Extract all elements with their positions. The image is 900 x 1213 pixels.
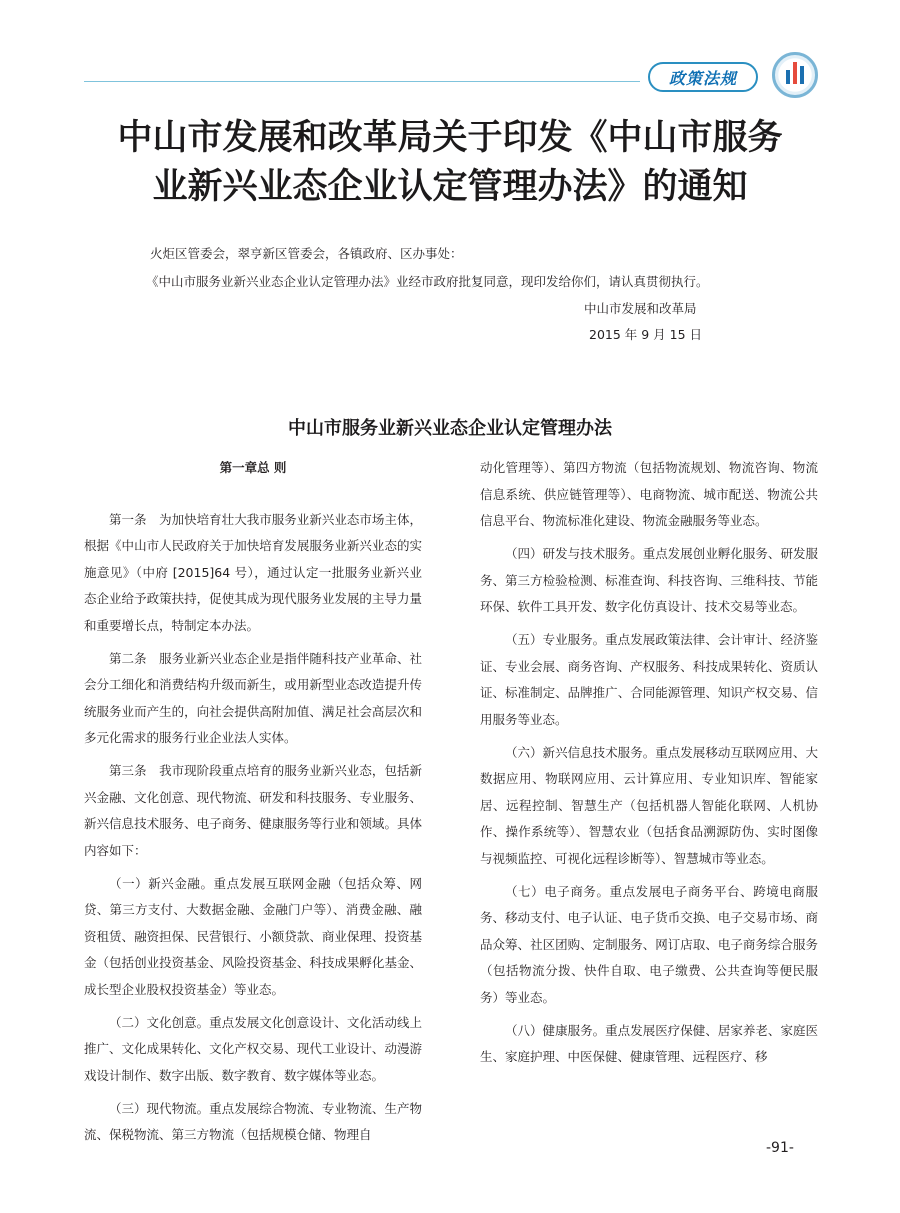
page-number: -91- xyxy=(766,1140,794,1156)
item-health: （八）健康服务。重点发展医疗保健、居家养老、家庭医生、家庭护理、中医保健、健康管理、远程医疗、移 xyxy=(480,1022,818,1064)
main-title xyxy=(60,114,840,212)
section-tab xyxy=(648,62,758,92)
item-professional: （五）专业服务。重点发展政策法律、会计审计、经济鉴证、专业会展、商务咨询、产权服务、科技成果转化、资质认证、标准制定、品牌推广、合同能源管理、知识产权交易、信用服务等业态。 xyxy=(480,632,818,727)
notice-body: 《中山市服务业新兴业态企业认定管理办法》业经市政府批复同意，现印发给你们，请认真贯彻执行。 xyxy=(146,274,709,289)
chapter-heading: 第一章总 则 xyxy=(219,460,287,475)
item-culture: （二）文化创意。重点发展文化创意设计、文化活动线上推广、文化成果转化、文化产权交易、现代工业设计、动漫游戏设计制作、数字出版、数字教育、数字媒体等业态。 xyxy=(84,1014,422,1083)
item-rnd: （四）研发与技术服务。重点发展创业孵化服务、研发服务、第三方检验检测、标准查询、科技咨询、三维科技、节能环保、软件工具开发、数字化仿真设计、技术交易等业态。 xyxy=(480,546,818,614)
item-ecommerce: （七）电子商务。重点发展电子商务平台、跨境电商服务、移动支付、电子认证、电子货币交换、电子交易市场、商品众筹、社区团购、定制服务、网订店取、电子商务综合服务（包括物流分拨、快件自取、电子缴费、公共查询等便民服务）等业态。 xyxy=(480,883,818,1005)
right-column xyxy=(480,455,818,1077)
article-3: 第三条 我市现阶段重点培育的服务业新兴业态，包括新兴金融、文化创意、现代物流、研发和科技服务、专业服务、新兴信息技术服务、电子商务、健康服务等行业和领域。具体内容如下： xyxy=(84,763,422,858)
notice-addressee: 火炬区管委会，翠亨新区管委会，各镇政府、区办事处： xyxy=(150,246,463,261)
notice-date: 2015 年 9 月 15 日 xyxy=(589,327,703,342)
left-column xyxy=(84,455,422,1155)
item-it: （六）新兴信息技术服务。重点发展移动互联网应用、大数据应用、物联网应用、云计算应用、专业知识库、智能家居、远程控制、智慧生产（包括机器人智能化联网、人机协作、操作系统等）、智慧农业（包括食品溯源防伪、实时图像与视频监控、可视化远程诊断等）、智慧城市等业态。 xyxy=(480,744,818,866)
title-line-2: 业新兴业态企业认定管理办法》的通知 xyxy=(152,167,748,207)
section-label: 政策法规 xyxy=(668,68,737,88)
article-1: 第一条 为加快培育壮大我市服务业新兴业态市场主体，根据《中山市人民政府关于加快培育发展服务业新兴业态的实施意见》（中府 [2015]64 号），通过认定一批服务业新兴业态企业给予政策扶持，促使其成为现代服务业发展的主导力量和重要增长点，特制定本办法。 xyxy=(84,511,422,633)
header-rule xyxy=(84,81,640,82)
title-line-1: 中山市发展和改革局关于印发《中山市服务 xyxy=(117,118,783,158)
journal-emblem-icon xyxy=(772,52,818,98)
item-finance: （一）新兴金融。重点发展互联网金融（包括众筹、网贷、第三方支付、大数据金融、金融门户等）、消费金融、融资租赁、融资担保、民营银行、小额贷款、商业保理、投资基金（包括创业投资基金、风险投资基金、科技成果孵化基金、成长型企业股权投资基金）等业态。 xyxy=(84,875,422,997)
item-logistics-cont: 动化管理等）、第四方物流（包括物流规划、物流咨询、物流信息系统、供应链管理等）、电商物流、城市配送、物流公共信息平台、物流标准化建设、物流金融服务等业态。 xyxy=(480,460,818,528)
article-2: 第二条 服务业新兴业态企业是指伴随科技产业革命、社会分工细化和消费结构升级而新生，或用新型业态改造提升传统服务业而产生的，向社会提供高附加值、满足社会高层次和多元化需求的服务行业企业法人实体。 xyxy=(84,650,422,745)
document-title: 中山市服务业新兴业态企业认定管理办法 xyxy=(288,418,612,439)
notice-issuer: 中山市发展和改革局 xyxy=(584,301,697,316)
item-logistics: （三）现代物流。重点发展综合物流、专业物流、生产物流、保税物流、第三方物流（包括规模仓储、物理自 xyxy=(84,1100,422,1142)
